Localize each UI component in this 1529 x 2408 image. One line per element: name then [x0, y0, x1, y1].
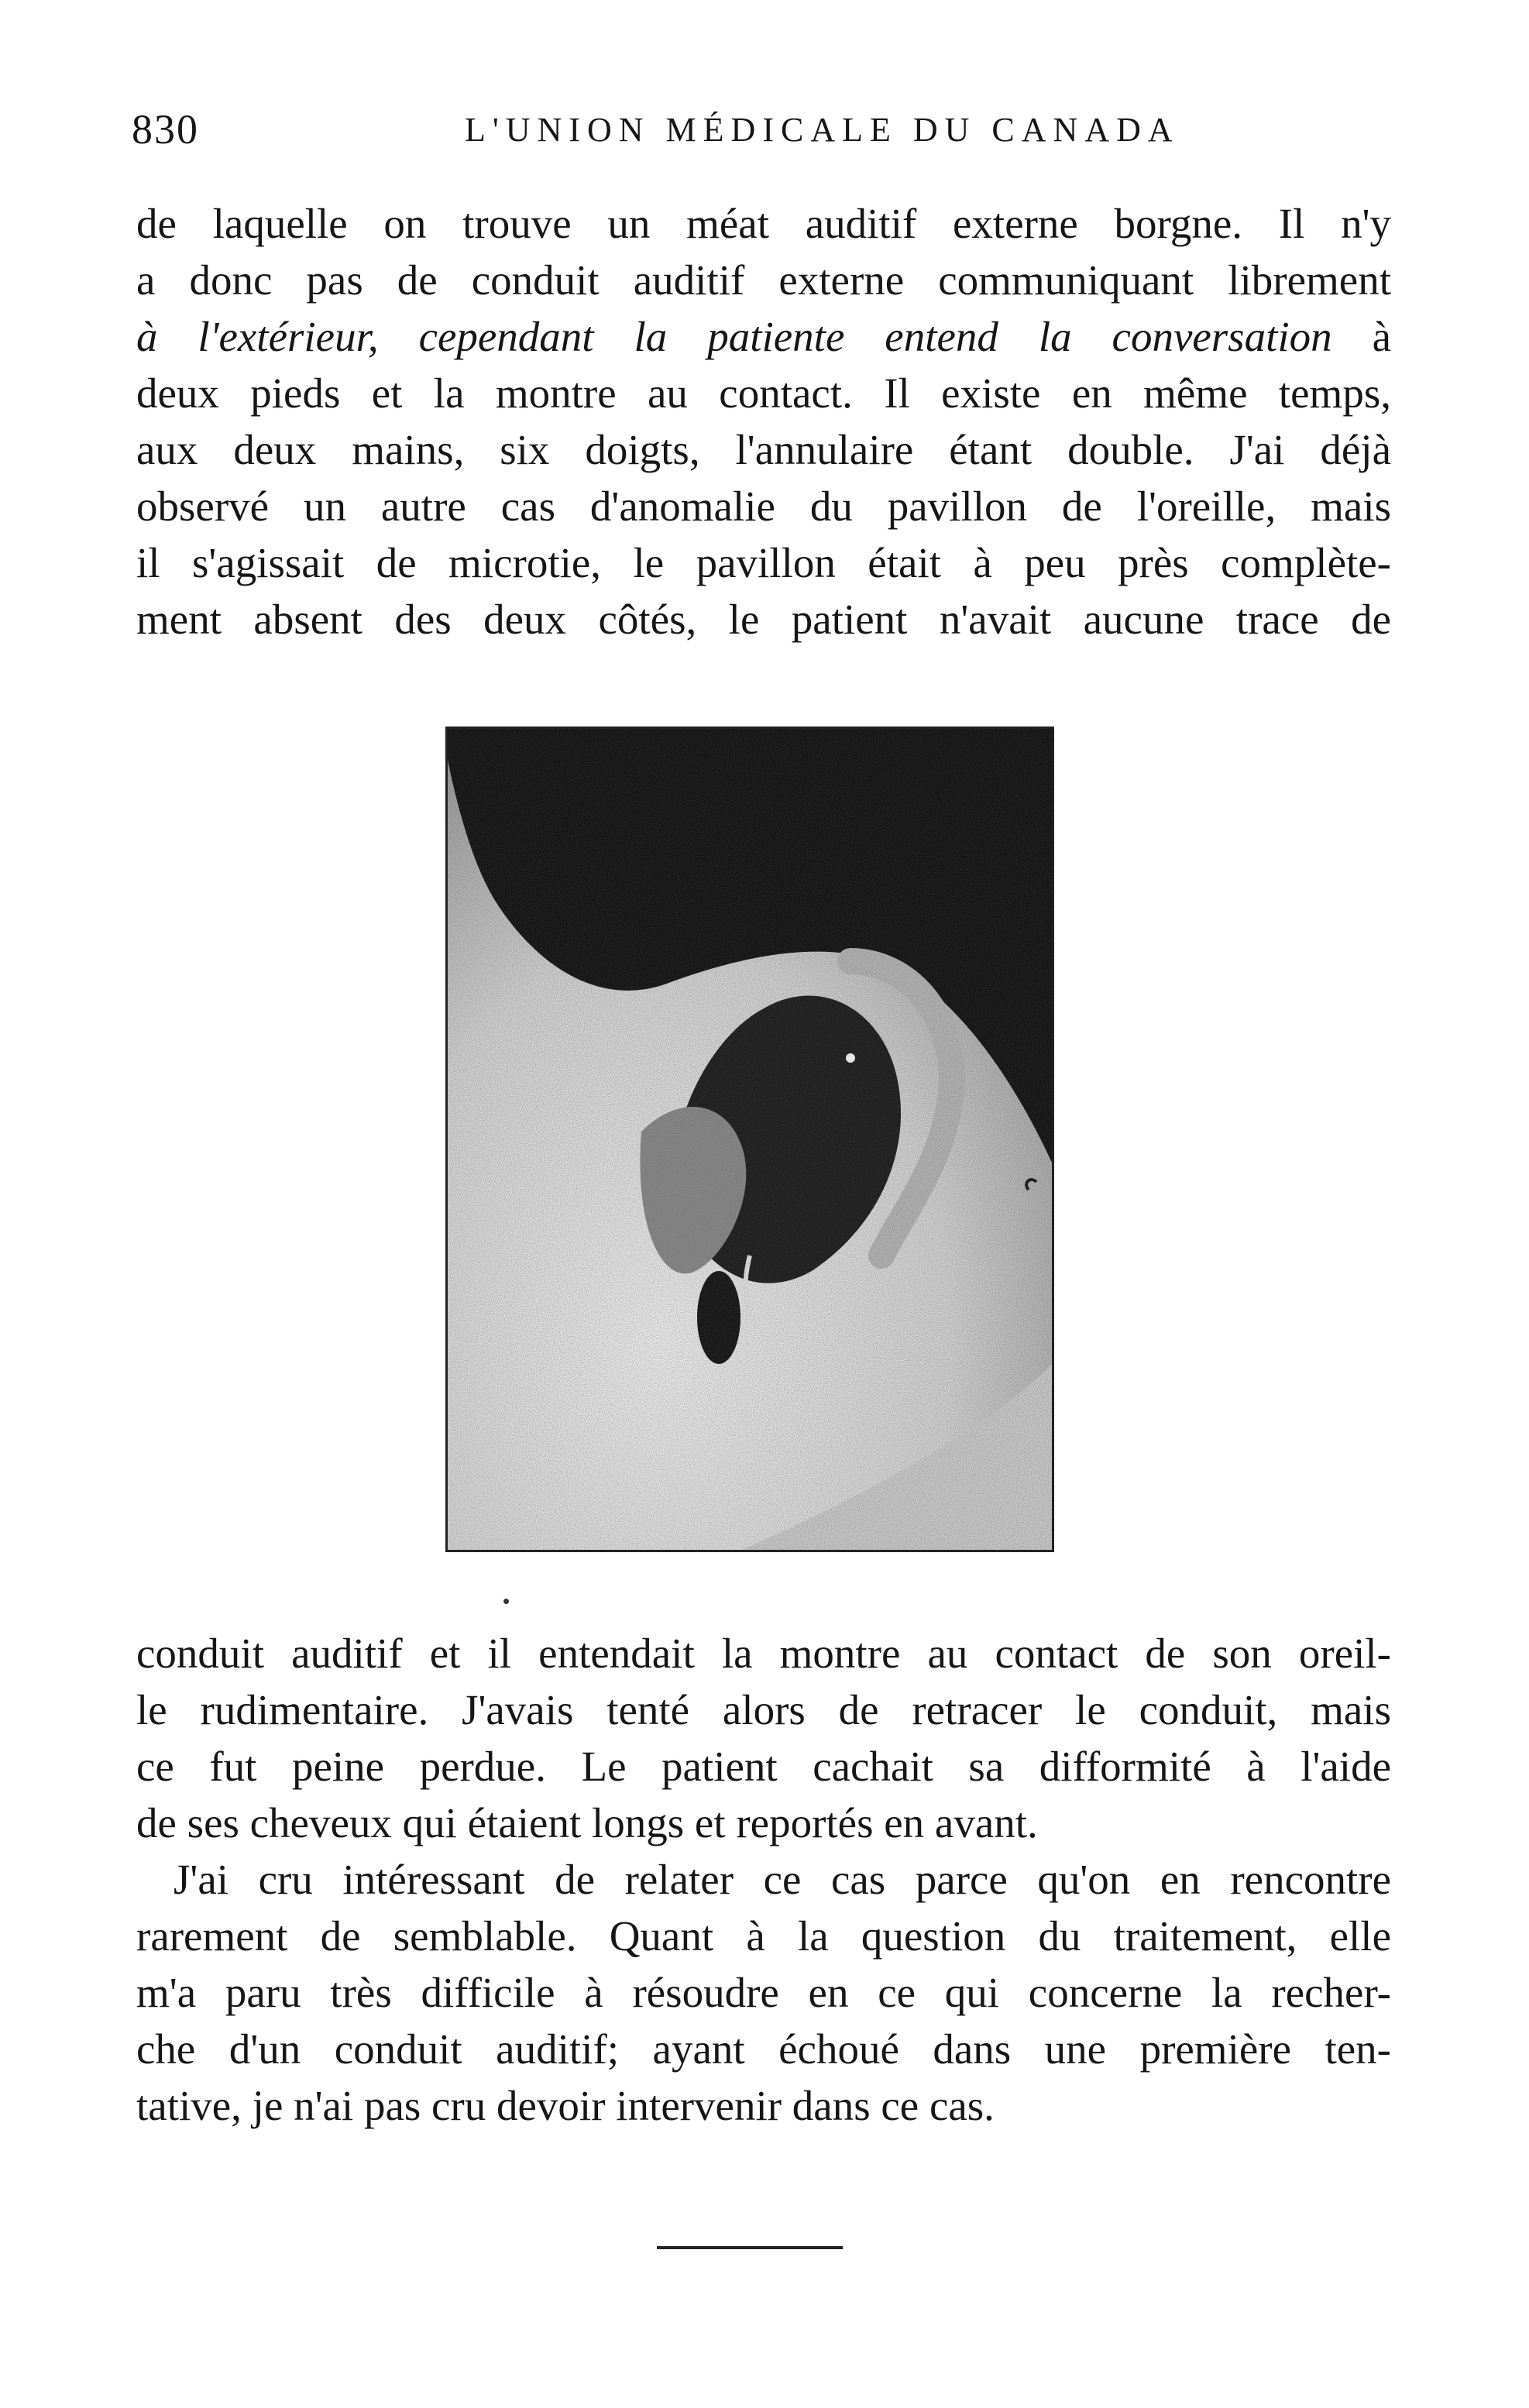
- text-line: tative, je n'ai pas cru devoir intervenir dans ce cas.: [136, 2082, 995, 2129]
- italic-phrase: à l'extérieur, cependant la patiente entend la conversation: [136, 313, 1332, 360]
- text-line: [136, 308, 1391, 365]
- text-line: il s'agissait de microtie, le pavillon était à peu près complète-: [136, 539, 1391, 586]
- journal-title: L'UNION MÉDICALE DU CANADA: [465, 111, 1180, 149]
- section-end-rule: [657, 2246, 843, 2249]
- running-head: [132, 105, 1402, 167]
- text-line: le rudimentaire. J'avais tenté alors de retracer le conduit, mais: [136, 1686, 1391, 1733]
- text-line: de laquelle on trouve un méat auditif externe borgne. Il n'y: [136, 200, 1391, 247]
- ear-photograph-drawing: [448, 729, 1052, 1550]
- text-line: rarement de semblable. Quant à la question du traitement, elle: [136, 1912, 1391, 1960]
- text-line: conduit auditif et il entendait la montre au contact de son oreil-: [136, 1630, 1391, 1677]
- text-fragment: à: [1331, 313, 1391, 360]
- paragraph-top: [136, 195, 1391, 648]
- text-line: observé un autre cas d'anomalie du pavillon de l'oreille, mais: [136, 483, 1391, 530]
- text-line: de ses cheveux qui étaient longs et reportés en avant.: [136, 1799, 1038, 1846]
- text-line: aux deux mains, six doigts, l'annulaire étant double. J'ai déjà: [136, 426, 1391, 473]
- text-line: che d'un conduit auditif; ayant échoué dans une première ten-: [136, 2025, 1391, 2073]
- text-line: a donc pas de conduit auditif externe communiquant librement: [136, 256, 1391, 304]
- highlight-spot: [846, 1053, 855, 1063]
- halftone-grain: [448, 729, 1052, 1550]
- text-line: m'a paru très difficile à résoudre en ce qui concerne la recher-: [136, 1969, 1391, 2016]
- text-line: ment absent des deux côtés, le patient n'avait aucune trace de: [136, 596, 1391, 643]
- text-line: ce fut peine perdue. Le patient cachait sa difformité à l'aide: [136, 1743, 1391, 1790]
- text-line: J'ai cru intéressant de relater ce cas parce qu'on en rencontre: [174, 1856, 1391, 1903]
- paragraph-bottom: [136, 1625, 1391, 2134]
- ear-photograph: [445, 727, 1054, 1552]
- page-number: 830: [132, 106, 199, 153]
- stray-ink-dot: [503, 1599, 509, 1604]
- text-line: deux pieds et la montre au contact. Il existe en même temps,: [136, 369, 1391, 417]
